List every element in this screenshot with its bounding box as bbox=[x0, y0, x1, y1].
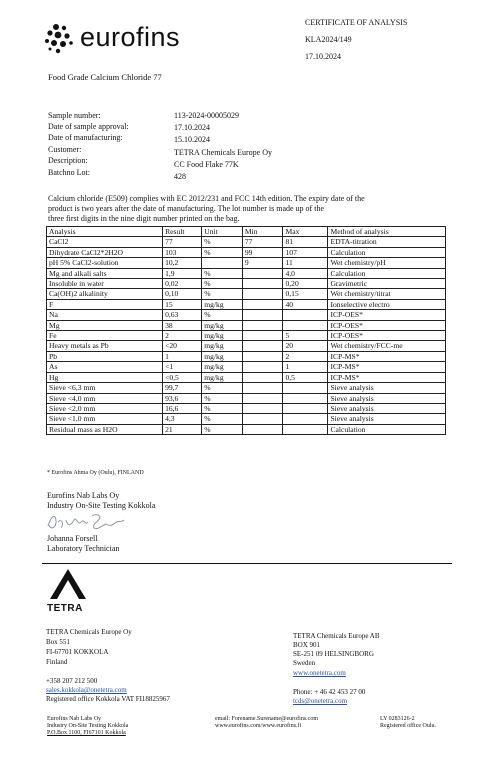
table-cell: % bbox=[202, 383, 243, 393]
table-cell: 2 bbox=[283, 351, 328, 361]
table-row bbox=[47, 341, 446, 351]
table-row bbox=[47, 299, 446, 309]
table-cell: As bbox=[47, 362, 163, 372]
table-row bbox=[47, 414, 446, 424]
table-cell: Calculation bbox=[328, 268, 446, 278]
sample-label: Date of sample approval: bbox=[48, 122, 129, 131]
bottom-lab-line: P.O.Box 1100, FI67101 Kokkola bbox=[47, 730, 126, 736]
table-cell: 0,5 bbox=[283, 372, 328, 382]
table-cell: Insoluble in water bbox=[47, 279, 163, 289]
sample-label: Batchno Lot: bbox=[48, 168, 90, 177]
footnote: * Eurofins Ahma Oy (Oulu), FINLAND bbox=[47, 470, 144, 476]
table-row bbox=[47, 279, 446, 289]
product-title: Food Grade Calcium Chloride 77 bbox=[48, 72, 162, 82]
sample-label: Date of manufacturing: bbox=[48, 133, 123, 142]
address-left-line: Box 551 bbox=[46, 638, 70, 646]
table-cell: Dihydrate CaCl2*2H2O bbox=[47, 247, 163, 257]
table-cell: 10,2 bbox=[163, 258, 202, 268]
table-cell bbox=[242, 268, 283, 278]
table-cell bbox=[283, 424, 328, 434]
table-cell: mg/kg bbox=[202, 351, 243, 361]
table-cell: 0,15 bbox=[283, 289, 328, 299]
eurofins-logo bbox=[42, 22, 202, 56]
table-cell bbox=[242, 310, 283, 320]
table-cell: 20 bbox=[283, 341, 328, 351]
table-row bbox=[47, 258, 446, 268]
table-cell: Gravimetric bbox=[328, 279, 446, 289]
table-cell: Sieve analysis bbox=[328, 403, 446, 413]
address-right-email-link[interactable]: tcds@onetetra.com bbox=[293, 697, 348, 705]
table-cell bbox=[242, 279, 283, 289]
bottom-ly: LY 0283126-2 bbox=[380, 716, 415, 722]
lab-name: Eurofins Nab Labs Oy bbox=[47, 491, 120, 500]
table-cell: Sieve <2,0 mm bbox=[47, 403, 163, 413]
table-cell: ICP-MS* bbox=[328, 351, 446, 361]
table-cell: 77 bbox=[163, 237, 202, 247]
table-cell bbox=[242, 351, 283, 361]
table-cell: mg/kg bbox=[202, 331, 243, 341]
table-header-cell: Max bbox=[283, 227, 328, 237]
table-cell: ICP-OES* bbox=[328, 331, 446, 341]
doc-date: 17.10.2024 bbox=[305, 52, 341, 61]
table-cell: Wet chemistry/FCC-me bbox=[328, 341, 446, 351]
table-cell: Mg bbox=[47, 320, 163, 330]
analysis-table bbox=[46, 226, 446, 435]
table-cell: mg/kg bbox=[202, 320, 243, 330]
table-header-cell: Analysis bbox=[47, 227, 163, 237]
table-cell: 93,6 bbox=[163, 393, 202, 403]
lab-role: Laboratory Technician bbox=[47, 544, 120, 553]
table-cell bbox=[283, 403, 328, 413]
table-cell: 0,63 bbox=[163, 310, 202, 320]
table-row bbox=[47, 237, 446, 247]
table-cell: ICP-MS* bbox=[328, 362, 446, 372]
brand-wordmark: eurofins bbox=[80, 22, 181, 52]
table-cell bbox=[242, 331, 283, 341]
table-row bbox=[47, 383, 446, 393]
address-left-line: FI-67701 KOKKOLA bbox=[46, 648, 109, 656]
sample-value: CC Food Flake 77K bbox=[174, 160, 239, 169]
tetra-wordmark: TETRA bbox=[47, 603, 83, 614]
table-cell: % bbox=[202, 393, 243, 403]
table-row bbox=[47, 372, 446, 382]
table-cell: 77 bbox=[242, 237, 283, 247]
table-header-row bbox=[47, 227, 446, 237]
table-cell: 107 bbox=[283, 247, 328, 257]
table-cell: 81 bbox=[283, 237, 328, 247]
table-row bbox=[47, 268, 446, 278]
table-cell: 1 bbox=[163, 351, 202, 361]
sample-value: 17.10.2024 bbox=[174, 123, 210, 132]
table-cell: Mg and alkali salts bbox=[47, 268, 163, 278]
table-cell: Pb bbox=[47, 351, 163, 361]
table-cell: 4,0 bbox=[283, 268, 328, 278]
eurofins-dots-icon bbox=[42, 22, 78, 56]
bottom-lab-line: Industry On-Site Testing Kokkola bbox=[47, 723, 129, 729]
table-cell: % bbox=[202, 237, 243, 247]
table-cell: pH 5% CaCl2-solution bbox=[47, 258, 163, 268]
table-cell: mg/kg bbox=[202, 341, 243, 351]
table-cell bbox=[283, 393, 328, 403]
table-cell: % bbox=[202, 247, 243, 257]
table-cell bbox=[242, 424, 283, 434]
doc-id: KLA2024/149 bbox=[305, 35, 352, 44]
doc-type: CERTIFICATE OF ANALYSIS bbox=[305, 18, 408, 27]
table-cell: Calculation bbox=[328, 247, 446, 257]
table-cell: Sieve analysis bbox=[328, 383, 446, 393]
table-row bbox=[47, 393, 446, 403]
sample-value: 113-2024-00005029 bbox=[174, 111, 240, 120]
table-cell: Calculation bbox=[328, 424, 446, 434]
table-cell: 1 bbox=[283, 362, 328, 372]
table-cell bbox=[242, 362, 283, 372]
statement-line: product is two years after the date of manufacturing. The lot number is made up of the bbox=[48, 204, 324, 213]
table-cell: Sieve <4,0 mm bbox=[47, 393, 163, 403]
statement-line: three first digits in the nine digit number printed on the bag. bbox=[48, 214, 240, 223]
table-cell: 16,6 bbox=[163, 403, 202, 413]
table-cell: 99 bbox=[242, 247, 283, 257]
table-cell: Na bbox=[47, 310, 163, 320]
address-left-line: TETRA Chemicals Europe Oy bbox=[46, 628, 132, 636]
sample-value: 15.10.2024 bbox=[174, 135, 210, 144]
table-cell: Sieve <1,0 mm bbox=[47, 414, 163, 424]
table-cell: 2 bbox=[163, 331, 202, 341]
divider bbox=[42, 563, 452, 564]
table-cell: Sieve analysis bbox=[328, 414, 446, 424]
table-cell: 0,02 bbox=[163, 279, 202, 289]
address-left-registered: Registered office Kokkola VAT FI18825967 bbox=[46, 695, 170, 703]
signature-image bbox=[44, 510, 136, 532]
tetra-triangle-icon bbox=[46, 567, 90, 601]
table-cell: mg/kg bbox=[202, 372, 243, 382]
bottom-lab-line: Eurofins Nab Labs Oy bbox=[47, 716, 102, 722]
table-cell: 38 bbox=[163, 320, 202, 330]
table-cell: ICP-MS* bbox=[328, 372, 446, 382]
table-header-cell: Method of analysis bbox=[328, 227, 446, 237]
table-header-cell: Unit bbox=[202, 227, 243, 237]
table-cell: % bbox=[202, 310, 243, 320]
table-cell: <20 bbox=[163, 341, 202, 351]
table-cell: % bbox=[202, 414, 243, 424]
sample-label: Description: bbox=[48, 156, 88, 165]
table-row bbox=[47, 424, 446, 434]
address-left-email-link[interactable]: sales.kokkola@onetetra.com bbox=[46, 686, 127, 694]
table-cell bbox=[283, 414, 328, 424]
table-cell: CaCl2 bbox=[47, 237, 163, 247]
table-cell bbox=[242, 299, 283, 309]
table-cell: F bbox=[47, 299, 163, 309]
table-cell: Residual mass as H2O bbox=[47, 424, 163, 434]
table-row bbox=[47, 320, 446, 330]
table-row bbox=[47, 247, 446, 257]
table-cell: 1,9 bbox=[163, 268, 202, 278]
bottom-registered: Registered office Oulu. bbox=[380, 723, 437, 729]
table-cell: % bbox=[202, 279, 243, 289]
table-row bbox=[47, 362, 446, 372]
table-cell: % bbox=[202, 424, 243, 434]
table-cell: 103 bbox=[163, 247, 202, 257]
table-cell bbox=[242, 372, 283, 382]
address-right-line: Sweden bbox=[293, 659, 316, 667]
table-cell bbox=[283, 310, 328, 320]
table-cell: Ca(OH)2 alkalinity bbox=[47, 289, 163, 299]
table-cell: % bbox=[202, 289, 243, 299]
table-cell bbox=[283, 383, 328, 393]
table-cell: Hg bbox=[47, 372, 163, 382]
table-row bbox=[47, 289, 446, 299]
address-right-line: BOX 901 bbox=[293, 641, 321, 649]
table-cell bbox=[202, 258, 243, 268]
table-cell: ICP-OES* bbox=[328, 310, 446, 320]
table-cell: 99,7 bbox=[163, 383, 202, 393]
table-cell: <0,5 bbox=[163, 372, 202, 382]
table-cell bbox=[242, 393, 283, 403]
table-header-cell: Result bbox=[163, 227, 202, 237]
table-cell: 9 bbox=[242, 258, 283, 268]
table-row bbox=[47, 331, 446, 341]
table-cell: Wet chemistry/titrat bbox=[328, 289, 446, 299]
table-cell bbox=[242, 414, 283, 424]
table-row bbox=[47, 310, 446, 320]
table-cell: ICP-OES* bbox=[328, 320, 446, 330]
table-cell: % bbox=[202, 268, 243, 278]
table-cell: 0,10 bbox=[163, 289, 202, 299]
bottom-email: email: Forename.Surename@eurofins.com bbox=[215, 716, 318, 722]
table-cell: EDTA-titration bbox=[328, 237, 446, 247]
table-cell: mg/kg bbox=[202, 362, 243, 372]
address-right-web-link[interactable]: www.onetetra.com bbox=[293, 669, 346, 677]
sample-value: 428 bbox=[174, 172, 186, 181]
table-cell: Sieve analysis bbox=[328, 393, 446, 403]
statement-line: Calcium chloride (E509) complies with EC 2012/231 and FCC 14th edition. The expiry date of the bbox=[48, 194, 365, 203]
address-right-line: SE-251 09 HELSINGBORG bbox=[293, 650, 374, 658]
table-cell: 5 bbox=[283, 331, 328, 341]
table-cell: Fe bbox=[47, 331, 163, 341]
address-right-line: TETRA Chemicals Europe AB bbox=[293, 632, 380, 640]
table-cell: <1 bbox=[163, 362, 202, 372]
table-row bbox=[47, 351, 446, 361]
table-cell bbox=[242, 320, 283, 330]
table-cell: 40 bbox=[283, 299, 328, 309]
table-cell bbox=[283, 320, 328, 330]
sample-value: TETRA Chemicals Europe Oy bbox=[174, 148, 272, 157]
table-cell: 15 bbox=[163, 299, 202, 309]
bottom-web: www.eurofins.com/www.eurofins.fi bbox=[215, 723, 302, 729]
table-cell: mg/kg bbox=[202, 299, 243, 309]
sample-label: Sample number: bbox=[48, 111, 101, 120]
address-left-phone: +358 207 212 500 bbox=[46, 677, 98, 685]
table-cell: 4,3 bbox=[163, 414, 202, 424]
table-cell bbox=[242, 289, 283, 299]
tetra-logo bbox=[46, 567, 90, 615]
table-cell bbox=[242, 403, 283, 413]
table-cell: 11 bbox=[283, 258, 328, 268]
table-cell: Wet chemistry/pH bbox=[328, 258, 446, 268]
table-cell bbox=[242, 383, 283, 393]
lab-unit: Industry On-Site Testing Kokkola bbox=[47, 501, 156, 510]
table-cell: % bbox=[202, 403, 243, 413]
address-right-phone: Phone: + 46 42 453 27 00 bbox=[293, 688, 366, 696]
table-header-cell: Min bbox=[242, 227, 283, 237]
sample-label: Customer: bbox=[48, 145, 82, 154]
table-row bbox=[47, 403, 446, 413]
table-cell bbox=[242, 341, 283, 351]
table-cell: Ionselective electro bbox=[328, 299, 446, 309]
lab-person: Johanna Forsell bbox=[47, 534, 98, 543]
address-left-line: Finland bbox=[46, 658, 68, 666]
table-cell: 0,20 bbox=[283, 279, 328, 289]
table-cell: 21 bbox=[163, 424, 202, 434]
table-cell: Heavy metals as Pb bbox=[47, 341, 163, 351]
table-cell: Sieve <6,3 mm bbox=[47, 383, 163, 393]
